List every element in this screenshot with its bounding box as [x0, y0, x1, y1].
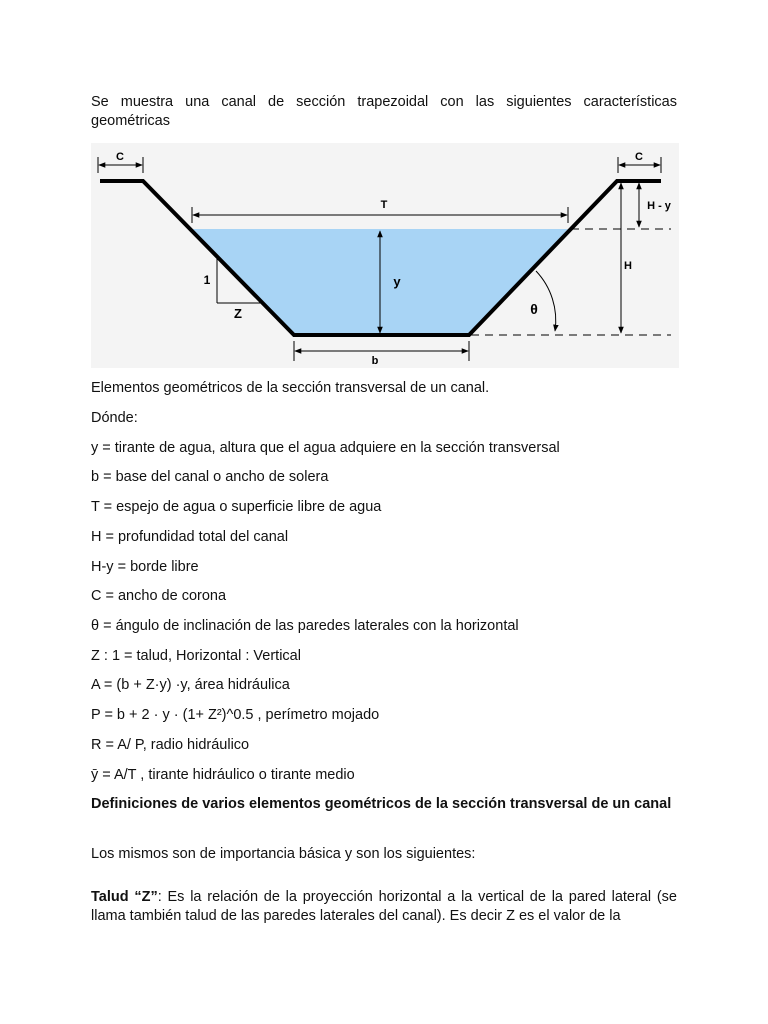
slope-z-label: Z	[234, 306, 242, 321]
talud-paragraph	[91, 888, 677, 926]
trapezoidal-channel-diagram	[91, 143, 679, 368]
intro-paragraph: Se muestra una canal de sección trapezoidal con las siguientes características geométricas	[91, 94, 677, 129]
b-label: b	[371, 355, 379, 367]
section-heading: Definiciones de varios elementos geométricos de la sección transversal de un canal	[91, 796, 672, 812]
definition-line: H = profundidad total del canal	[91, 529, 289, 545]
definition-line: ȳ = A/T , tirante hidráulico o tirante medio	[91, 767, 355, 783]
donde-label: Dónde:	[91, 410, 138, 426]
channel-cross-section-figure	[91, 143, 679, 368]
definition-line: Z : 1 = talud, Horizontal : Vertical	[91, 648, 301, 664]
definition-line: θ = ángulo de inclinación de las paredes laterales con la horizontal	[91, 618, 519, 634]
definition-line: R = A/ P, radio hidráulico	[91, 737, 250, 753]
y-label: y	[393, 274, 401, 289]
h-label: H	[624, 260, 632, 272]
definition-line: b = base del canal o ancho de solera	[91, 469, 329, 485]
definition-line: C = ancho de corona	[91, 588, 227, 604]
talud-text: : Es la relación de la proyección horizontal a la vertical de la pared lateral (se llama también talud de las paredes laterales del canal). Es decir Z es el valor de la	[91, 888, 677, 924]
definition-line: T = espejo de agua o superficie libre de agua	[91, 499, 382, 515]
theta-label: θ	[530, 301, 538, 317]
definition-line: y = tirante de agua, altura que el agua adquiere en la sección transversal	[91, 440, 560, 456]
h-minus-y-label: H - y	[647, 200, 671, 212]
c-left-label: C	[116, 151, 124, 163]
definition-line: H-y = borde libre	[91, 559, 199, 575]
definition-line: P = b + 2 · y · (1+ Z²)^0.5 , perímetro mojado	[91, 707, 380, 723]
definition-line: A = (b + Z·y) ·y, área hidráulica	[91, 677, 290, 693]
slope-one-label: 1	[203, 273, 211, 287]
talud-term: Talud “Z”	[91, 888, 158, 905]
t-label: T	[380, 199, 388, 211]
c-right-label: C	[635, 151, 643, 163]
figure-caption: Elementos geométricos de la sección transversal de un canal.	[91, 380, 490, 396]
section-intro: Los mismos son de importancia básica y son los siguientes:	[91, 846, 476, 862]
